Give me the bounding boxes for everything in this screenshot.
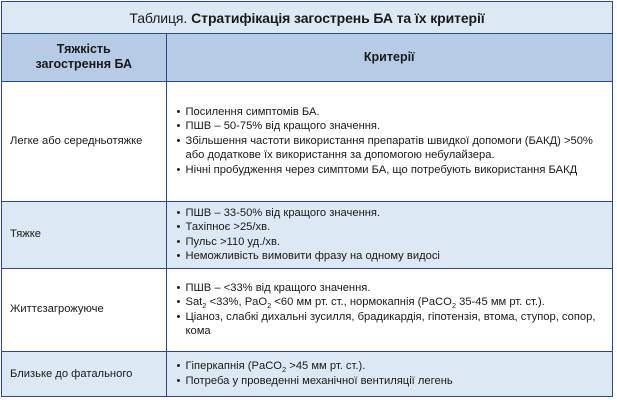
criteria-item: • Нічні пробудження через симптоми БА, що потребують використання БАКД <box>177 163 607 178</box>
criteria-item: • ПШВ – 50-75% від кращого значення. <box>177 119 607 134</box>
criteria-item: • Ціаноз, слабкі дихальні зусилля, брадикардія, гіпотензія, втома, ступор, сопор, кома <box>177 310 607 339</box>
criteria-item: • ПШВ – 33-50% від кращого значення. <box>177 206 607 221</box>
table-title <box>2 2 612 34</box>
severity-cell: Життєзагрожуюче <box>2 268 166 351</box>
criteria-item: • Sat$_2$ <33%, PaO$_2$ <60 мм рт. ст., нормокапнія (PaCO$_2$ 35-45 мм рт. ст.). <box>177 295 607 310</box>
criteria-item: • Гіперкапнія (PaCO$_2$ >45 мм рт. ст.). <box>177 359 607 374</box>
criteria-item: • Неможливість вимовити фразу на одному видосі <box>177 249 607 264</box>
criteria-cell <box>166 268 612 351</box>
table-row <box>2 351 612 396</box>
table-row <box>2 268 612 351</box>
criteria-cell <box>166 201 612 268</box>
criteria-list <box>167 206 613 264</box>
severity-cell: Близьке до фатального <box>2 351 166 396</box>
criteria-item: • Потреба у проведенні механічної вентиляції легень <box>177 374 607 389</box>
criteria-list <box>167 281 613 339</box>
header-row <box>2 34 612 81</box>
severity-cell: Тяжке <box>2 201 166 268</box>
table-title-main: Стратифікація загострень БА та їх критерії <box>191 9 485 26</box>
criteria-table <box>2 34 612 396</box>
criteria-cell <box>166 351 612 396</box>
severity-cell: Легке або середньотяжке <box>2 81 166 201</box>
criteria-list <box>167 359 613 388</box>
criteria-item: • Збільшення частоти використання препаратів швидкої допомоги (БАКД) >50% або додаткове їх використання за допомогою небулайзера. <box>177 134 607 163</box>
criteria-item: • Тахіпноє >25/хв. <box>177 220 607 235</box>
criteria-item: • Пульс >110 уд./хв. <box>177 235 607 250</box>
criteria-item: • ПШВ – <33% від кращого значення. <box>177 281 607 296</box>
criteria-item: • Посилення симптомів БА. <box>177 105 607 120</box>
header-criteria: Критерії <box>166 34 612 81</box>
header-severity: Тяжкість загострення БА <box>2 34 166 81</box>
table-title-prefix: Таблиця. <box>129 9 188 26</box>
criteria-list <box>167 105 613 178</box>
criteria-cell <box>166 81 612 201</box>
table-row <box>2 201 612 268</box>
table-row <box>2 81 612 201</box>
criteria-table-frame <box>1 1 613 397</box>
